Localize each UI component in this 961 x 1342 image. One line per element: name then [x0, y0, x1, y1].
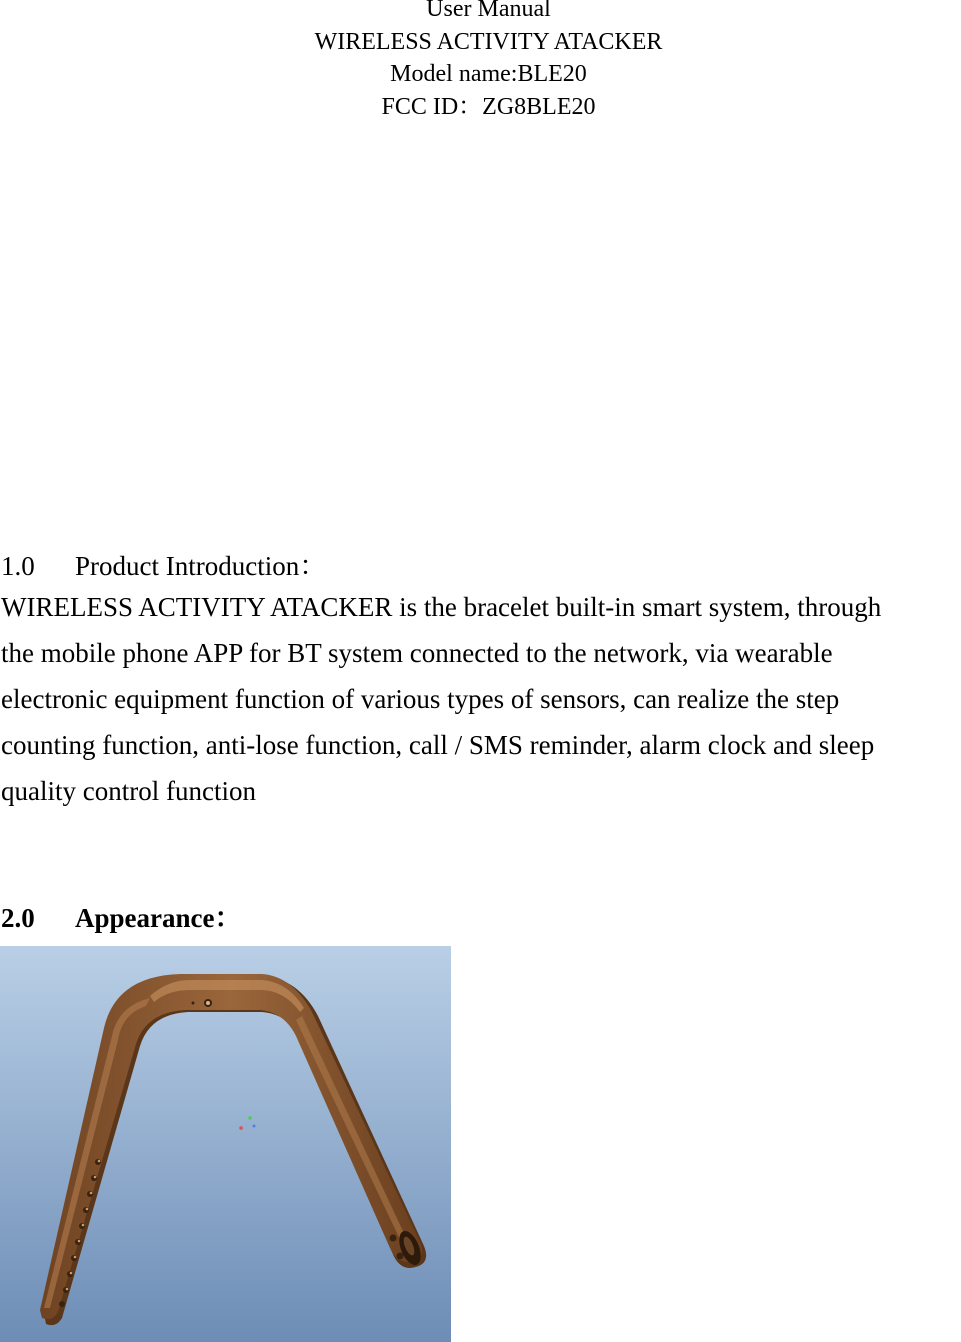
section-heading-introduction [1, 544, 326, 583]
model-name: Model name:BLE20 [390, 61, 587, 87]
section-heading-appearance [1, 896, 241, 935]
paragraph-line: the mobile phone APP for BT system connected to the network, via wearable [1, 638, 833, 668]
fcc-id: FCC ID：ZG8BLE20 [381, 93, 596, 120]
bracelet-render-image [0, 946, 451, 1342]
introduction-paragraph [1, 584, 961, 814]
paragraph-line: counting function, anti-lose function, call / SMS reminder, alarm clock and sleep [1, 730, 875, 760]
section-title: Appearance： [75, 903, 242, 933]
document-header [0, 0, 961, 123]
paragraph-line: WIRELESS ACTIVITY ATACKER is the bracelet built-in smart system, through [1, 592, 882, 622]
section-number: 1.0 [1, 551, 35, 581]
section-number: 2.0 [1, 903, 35, 933]
paragraph-line: quality control function [1, 776, 256, 806]
section-title: Product Introduction： [75, 551, 327, 581]
paragraph-line: electronic equipment function of various types of sensors, can realize the step [1, 684, 840, 714]
product-name: WIRELESS ACTIVITY ATACKER [314, 28, 663, 55]
document-title: User Manual [426, 0, 551, 22]
